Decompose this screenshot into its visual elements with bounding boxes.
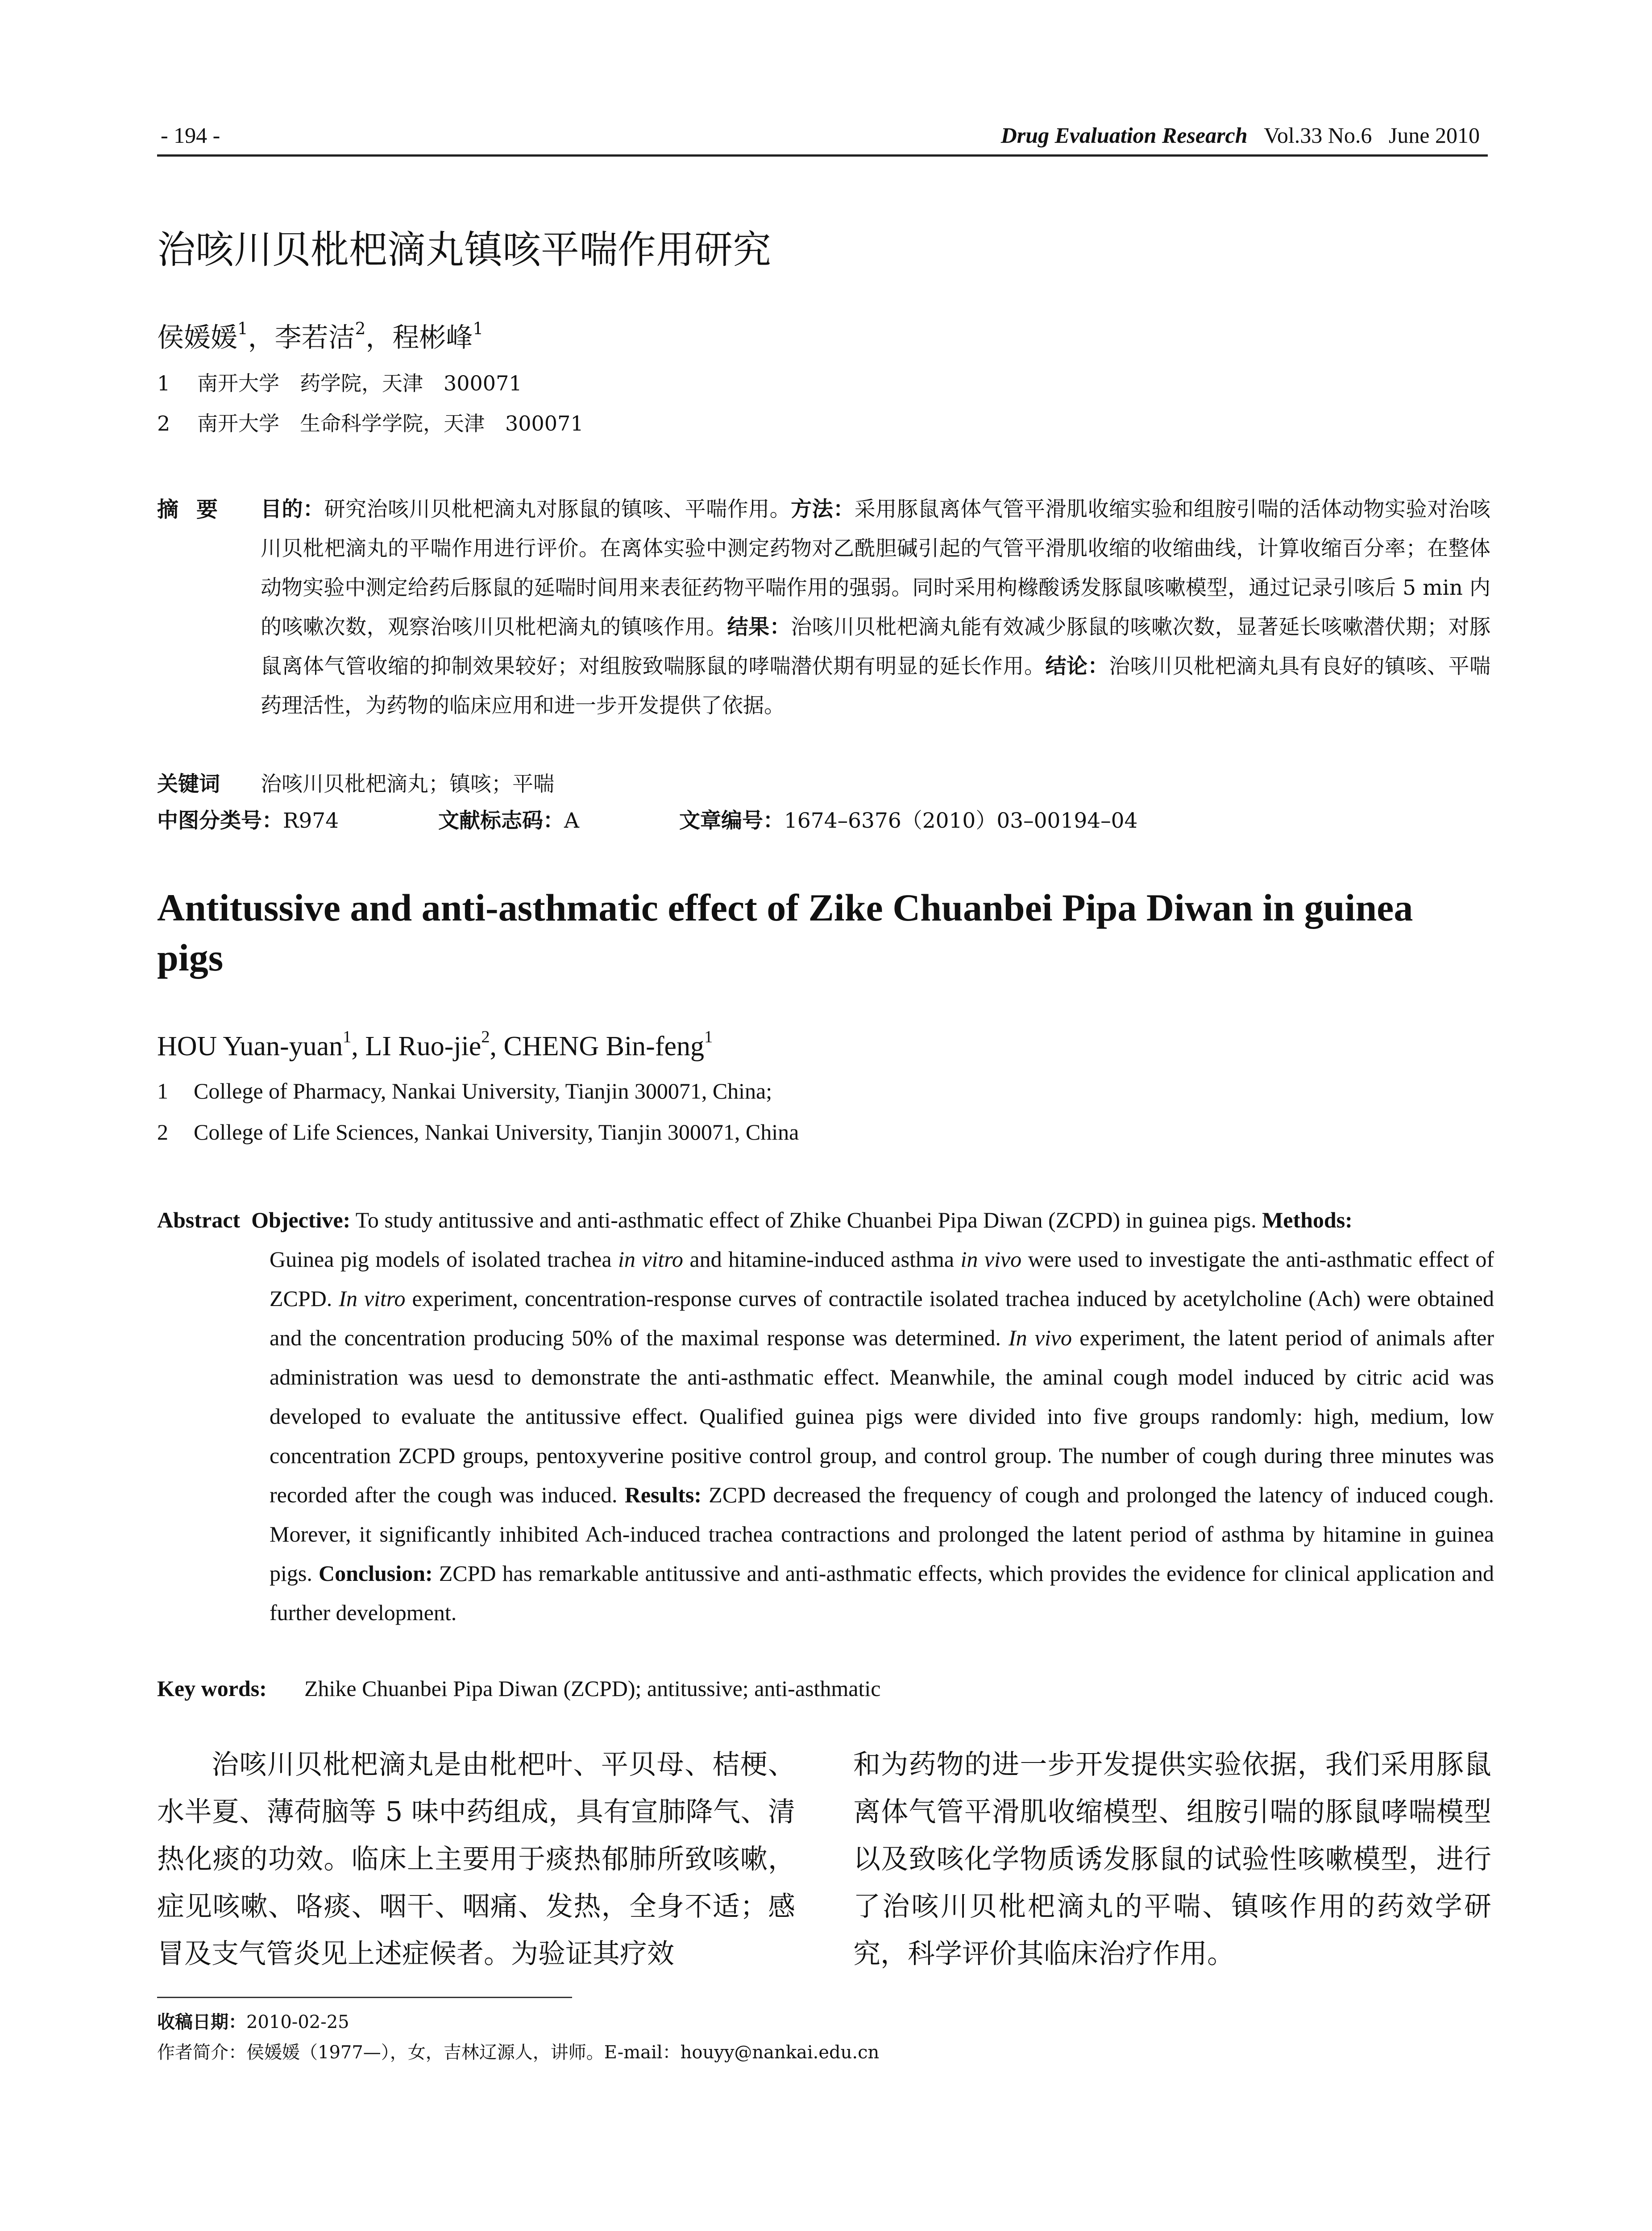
page-number: - 194 - bbox=[161, 123, 220, 148]
results-text: ZCPD decreased the frequency of cough and prolonged the latency of induced cough. Morever, it significantly inhibited Ach-induced trachea contractions and prolonged the latent period of asthma by hitamine in guinea pigs. bbox=[270, 1482, 1494, 1586]
journal-info bbox=[1001, 120, 1480, 151]
results-label: Results: bbox=[624, 1482, 702, 1507]
objective-label: Objective: bbox=[251, 1207, 351, 1232]
journal-name: Drug Evaluation Research bbox=[1000, 123, 1248, 148]
journal-issue: Vol.33 No.6 June 2010 bbox=[1264, 123, 1480, 148]
term-in-vivo: in vivo bbox=[960, 1247, 1022, 1272]
term-in-vitro: In vitro bbox=[339, 1286, 406, 1311]
received-date: 2010-02-25 bbox=[246, 2012, 349, 2032]
abstract-english-label: Abstract bbox=[157, 1207, 241, 1232]
conclusion-text: 治咳川贝枇杷滴丸具有良好的镇咳、平喘药理活性，为药物的临床应用和进一步开发提供了依据。 bbox=[261, 654, 1491, 718]
affiliation-chinese-2 bbox=[157, 409, 584, 438]
body-column-right bbox=[853, 1741, 1491, 1978]
methods-text-4: experiment, concentration-response curves of contractile isolated trachea induced by acetylcholine (Ach) were obtained and the concentration producing 50% of the maximal response was determined. bbox=[270, 1286, 1494, 1350]
author-name: CHENG Bin-feng bbox=[503, 1031, 704, 1062]
body-paragraph: 和为药物的进一步开发提供实验依据，我们采用豚鼠离体气管平滑肌收缩模型、组胺引喘的豚鼠哮喘模型以及致咳化学物质诱发豚鼠的试验性咳嗽模型，进行了治咳川贝枇杷滴丸的平喘、镇咳作用的药效学研究，科学评价其临床治疗作用。 bbox=[853, 1749, 1491, 1970]
keywords-english-label: Key words: bbox=[157, 1676, 267, 1701]
results-label: 结果： bbox=[727, 615, 791, 639]
methods-text-2: and hitamine-induced asthma bbox=[689, 1247, 955, 1272]
clc-value: R974 bbox=[283, 809, 339, 833]
document-code-label: 文献标志码： bbox=[438, 809, 564, 833]
article-number-label: 文章编号： bbox=[679, 809, 784, 833]
author-affil-mark: 1 bbox=[237, 319, 248, 339]
author-name: LI Ruo-jie bbox=[365, 1031, 481, 1062]
affiliation-text: 南开大学 药学院，天津 300071 bbox=[197, 371, 522, 395]
methods-label: 方法： bbox=[791, 497, 855, 522]
author-affil-mark: 1 bbox=[473, 319, 484, 339]
footnote-divider bbox=[157, 1997, 572, 1998]
term-in-vitro: in vitro bbox=[618, 1247, 683, 1272]
title-english: Antitussive and anti-asthmatic effect of Zike Chuanbei Pipa Diwan in guinea pigs bbox=[157, 886, 1413, 979]
abstract-english-body bbox=[157, 1200, 1494, 1632]
affiliation-number: 2 bbox=[157, 411, 170, 435]
affiliation-text: College of Life Sciences, Nankai University, Tianjin 300071, China bbox=[194, 1120, 799, 1145]
keywords-chinese-label: 关键词 bbox=[157, 772, 220, 796]
author-name: 侯媛媛 bbox=[157, 322, 237, 353]
authors-chinese: 侯媛媛$^1$，李若洁$^2$，程彬峰$^1$ bbox=[157, 319, 484, 353]
article-number-value: 1674–6376（2010）03–00194–04 bbox=[784, 809, 1138, 833]
author-affil-mark: 2 bbox=[481, 1028, 490, 1047]
methods-label: Methods: bbox=[1262, 1207, 1353, 1232]
keywords-english bbox=[157, 1669, 880, 1708]
objective-label: 目的： bbox=[261, 497, 324, 522]
affiliation-number: 1 bbox=[157, 371, 170, 395]
running-header bbox=[157, 120, 1488, 157]
footnote-author bbox=[157, 2039, 879, 2066]
abstract-chinese-body bbox=[261, 490, 1490, 726]
document-code bbox=[438, 803, 579, 839]
keywords-chinese bbox=[157, 767, 554, 802]
methods-text-1: Guinea pig models of isolated trachea bbox=[270, 1247, 612, 1272]
keywords-english-text: Zhike Chuanbei Pipa Diwan (ZCPD); antitussive; anti-asthmatic bbox=[304, 1676, 881, 1701]
conclusion-text: ZCPD has remarkable antitussive and anti-asthmatic effects, which provides the evidence for clinical application and further development. bbox=[270, 1561, 1494, 1625]
clc-number bbox=[157, 803, 339, 839]
conclusion-label: Conclusion: bbox=[319, 1561, 433, 1586]
affiliation-number: 1 bbox=[157, 1078, 168, 1103]
author-name: 李若洁 bbox=[274, 322, 355, 353]
affiliation-english-2 bbox=[157, 1116, 799, 1148]
title-chinese: 治咳川贝枇杷滴丸镇咳平喘作用研究 bbox=[157, 228, 771, 272]
body-column-left bbox=[157, 1741, 795, 1978]
author-affil-mark: 1 bbox=[704, 1028, 713, 1047]
methods-text: 采用豚鼠离体气管平滑肌收缩实验和组胺引喘的活体动物实验对治咳川贝枇杷滴丸的平喘作用进行评价。在离体实验中测定药物对乙酰胆碱引起的气管平滑肌收缩的收缩曲线，计算收缩百分率；在整体动物实验中测定给药后豚鼠的延喘时间用来表征药物平喘作用的强弱。同时采用枸橼酸诱发豚鼠咳嗽模型，通过记录引咳后 5 min 内的咳嗽次数，观察治咳川贝枇杷滴丸的镇咳作用。 bbox=[261, 497, 1491, 639]
affiliation-text: College of Pharmacy, Nankai University, Tianjin 300071, China; bbox=[194, 1078, 772, 1103]
author-name: HOU Yuan-yuan bbox=[157, 1031, 343, 1062]
affiliation-english-1 bbox=[157, 1075, 772, 1107]
author-name: 程彬峰 bbox=[392, 322, 473, 353]
author-info-label: 作者简介： bbox=[157, 2042, 246, 2063]
abstract-chinese-label: 摘要 bbox=[157, 497, 236, 522]
footnote-received bbox=[157, 2009, 349, 2036]
article-number bbox=[679, 803, 1137, 839]
clc-label: 中图分类号： bbox=[157, 809, 283, 833]
objective-text: 研究治咳川贝枇杷滴丸对豚鼠的镇咳、平喘作用。 bbox=[324, 497, 791, 522]
author-info: 侯媛媛（1977—），女，吉林辽源人，讲师。E-mail：houyy@nankai.edu.cn bbox=[246, 2042, 880, 2063]
results-text: 治咳川贝枇杷滴丸能有效减少豚鼠的咳嗽次数，显著延长咳嗽潜伏期；对豚鼠离体气管收缩的抑制效果较好；对组胺致喘豚鼠的哮喘潜伏期有明显的延长作用。 bbox=[261, 615, 1491, 679]
author-affil-mark: 1 bbox=[343, 1028, 352, 1047]
affiliation-chinese-1 bbox=[157, 369, 522, 398]
body-paragraph: 治咳川贝枇杷滴丸是由枇杷叶、平贝母、桔梗、水半夏、薄荷脑等 5 味中药组成，具有宣肺降气、清热化痰的功效。临床上主要用于痰热郁肺所致咳嗽，症见咳嗽、咯痰、咽干、咽痛、发热，全身不适；感冒及支气管炎见上述症候者。为验证其疗效 bbox=[157, 1749, 795, 1970]
term-in-vivo: In vivo bbox=[1009, 1325, 1072, 1350]
document-code-value: A bbox=[564, 809, 579, 833]
received-label: 收稿日期： bbox=[157, 2012, 246, 2032]
affiliation-text: 南开大学 生命科学学院，天津 300071 bbox=[197, 411, 584, 435]
methods-text-3: were used to investigate the anti-asthmatic effect of ZCPD. bbox=[270, 1247, 1494, 1311]
authors-english: HOU Yuan-yuan$^1$, LI Ruo-jie$^2$, CHENG Bin-feng$^1$ bbox=[157, 1028, 713, 1062]
methods-text-5: experiment, the latent period of animals after administration was uesd to demonstrate the anti-asthmatic effect. Meanwhile, the aminal cough model induced by citric acid was developed to evaluate the antitussive effect. Qualified guinea pigs were divided into five groups randomly: high, medium, low concentration ZCPD groups, pentoxyverine positive control group, and control group. The number of cough during three minutes was recorded after the cough was induced. bbox=[270, 1325, 1494, 1507]
keywords-chinese-text: 治咳川贝枇杷滴丸；镇咳；平喘 bbox=[261, 772, 554, 796]
author-affil-mark: 2 bbox=[355, 319, 366, 339]
conclusion-label: 结论： bbox=[1045, 654, 1109, 679]
objective-text: To study antitussive and anti-asthmatic effect of Zhike Chuanbei Pipa Diwan (ZCPD) in guinea pigs. bbox=[355, 1207, 1257, 1232]
affiliation-number: 2 bbox=[157, 1120, 168, 1145]
